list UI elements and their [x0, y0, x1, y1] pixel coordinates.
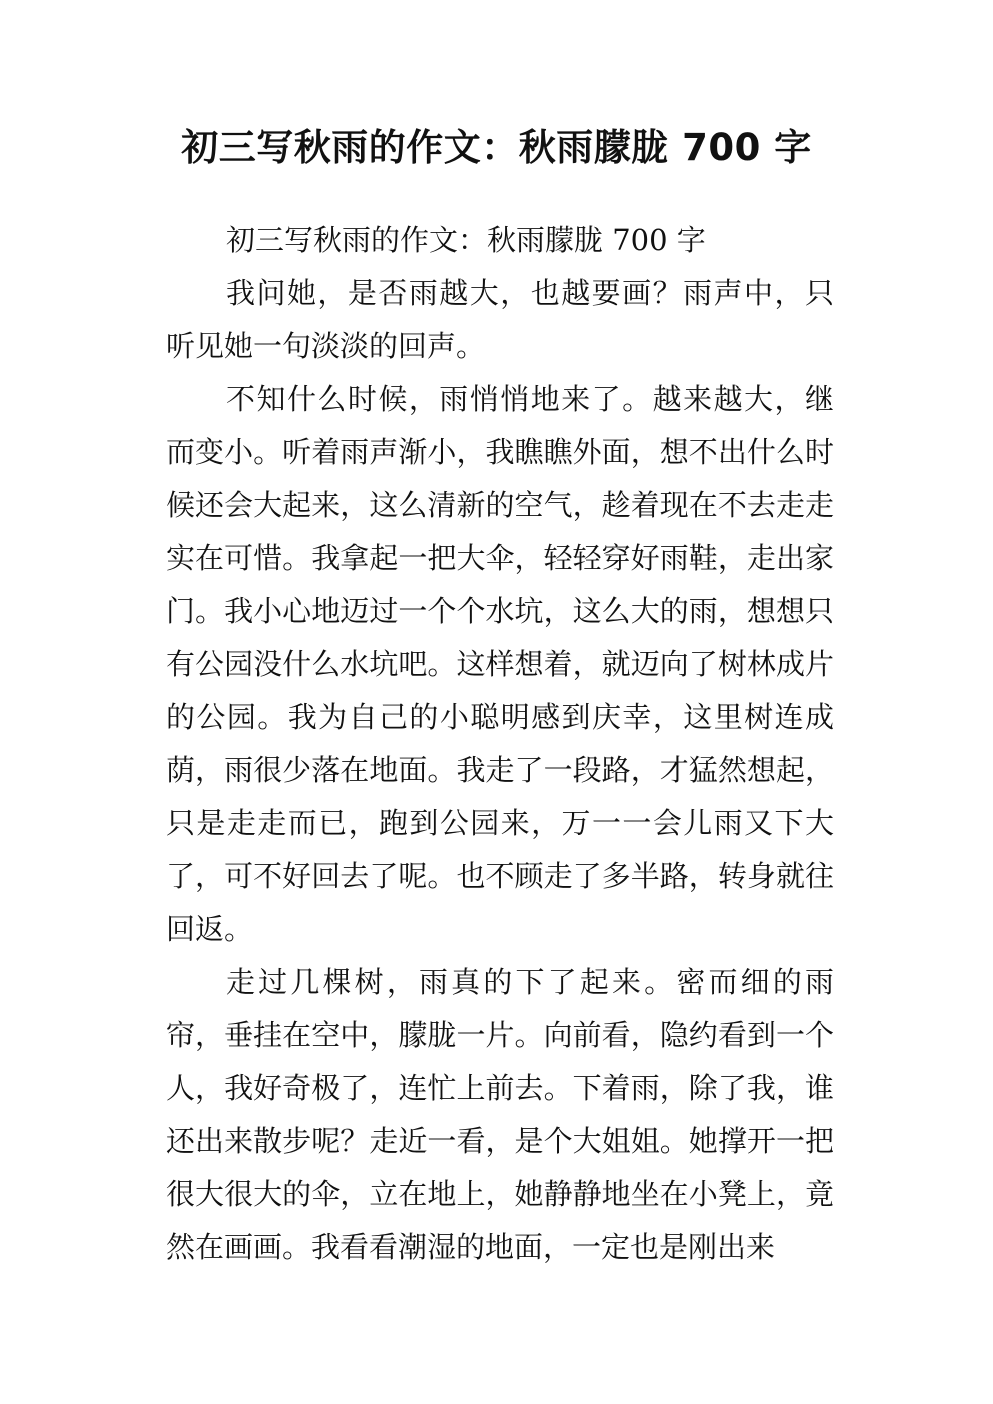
paragraph: 走过几棵树，雨真的下了起来。密而细的雨帘，垂挂在空中，朦胧一片。向前看，隐约看到一个人，我好奇极了，连忙上前去。下着雨，除了我，谁还出来散步呢？走近一看，是个大姐姐。她撑开一把很大很大的伞，立在地上，她静静地坐在小凳上，竟然在画画。我看看潮湿的地面，一定也是刚出来	[166, 965, 834, 1264]
paragraph: 不知什么时候，雨悄悄地来了。越来越大，继而变小。听着雨声渐小，我瞧瞧外面，想不出什么时候还会大起来，这么清新的空气，趁着现在不去走走实在可惜。我拿起一把大伞，轻轻穿好雨鞋，走出家门。我小心地迈过一个个水坑，这么大的雨，想想只有公园没什么水坑吧。这样想着，就迈向了树林成片的公园。我为自己的小聪明感到庆幸，这里树连成荫，雨很少落在地面。我走了一段路，才猛然想起，只是走走而已，跑到公园来，万一一会儿雨又下大了，可不好回去了呢。也不顾走了多半路，转身就往回返。	[166, 382, 834, 946]
paragraph: 我问她，是否雨越大，也越要画？雨声中，只听见她一句淡淡的回声。	[166, 276, 834, 363]
document-title: 初三写秋雨的作文：秋雨朦胧 700 字	[181, 126, 812, 169]
paragraph-subtitle: 初三写秋雨的作文：秋雨朦胧 700 字	[226, 223, 706, 257]
document-body	[166, 214, 834, 1274]
